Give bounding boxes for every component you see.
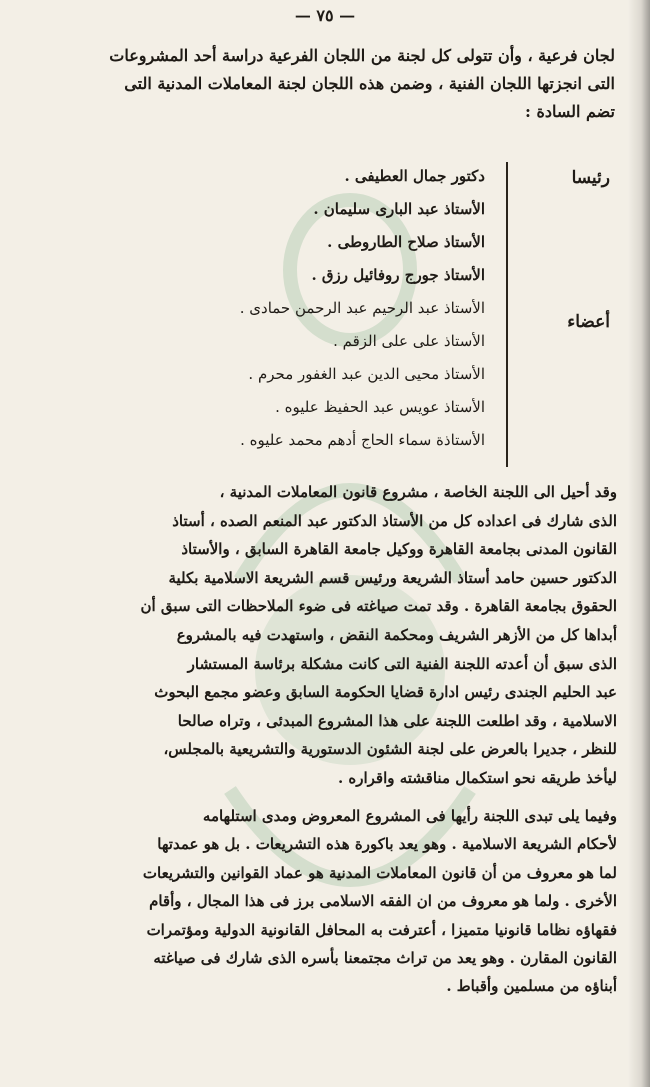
committee-names-list (180, 160, 485, 457)
text-line: الدكتور حسين حامد أستاذ الشريعة ورئيس قسم الشريعة الاسلامية بكلية (168, 568, 617, 587)
text-line: أبناؤه من مسلمين وأقباط . (446, 977, 617, 996)
president-label: رئيسا (571, 168, 610, 188)
text-line: للنظر ، جديرا بالعرض على لجنة الشئون الدستورية والتشريعية بالمجلس، (163, 740, 617, 759)
text-line: الذى سبق أن أعدته اللجنة الفنية التى كانت مشكلة برئاسة المستشار (187, 654, 617, 673)
text-line: التى انجزتها اللجان الفنية ، وضمن هذه اللجان لجنة المعاملات المدنية التى (124, 74, 615, 93)
committee-name: الأستاذ عويس عبد الحفيظ عليوه . (275, 398, 485, 416)
text-line: وفيما يلى تبدى اللجنة رأيها فى المشروع المعروض ومدى استلهامه (202, 807, 617, 825)
text-line: تضم السادة : (525, 102, 615, 121)
intro-paragraph (70, 42, 615, 126)
text-line: أبداها كل من الأزهر الشريف ومحكمة النقض ، واستهدت فيه بالمشروع (176, 625, 617, 644)
committee-name: الأستاذ محيى الدين عبد الغفور محرم . (248, 365, 485, 383)
text-line: الذى شارك فى اعداده كل من الأستاذ الدكتور عبد المنعم الصده ، أستاذ (172, 511, 617, 530)
draft-law-paragraph (62, 478, 617, 793)
opinion-paragraph (62, 802, 617, 1001)
committee-name: الأستاذ جورج روفائيل رزق . (311, 266, 485, 284)
text-line: فقهاؤه نظاما قانونيا متميزا ، أعترفت به المحافل القانونية الدولية ومؤتمرات (146, 920, 617, 939)
committee-name: الأستاذ على على الزقم . (333, 332, 485, 350)
text-line: لأحكام الشريعة الاسلامية . وهو يعد باكورة هذه التشريعات . بل هو عمدتها (157, 835, 617, 854)
text-line: القانون المقارن . وهو يعد من تراث مجتمعنا بأسره الذى شارك فى صياغته (153, 949, 617, 968)
committee-name: الأستاذة سماء الحاج أدهم محمد عليوه . (240, 431, 485, 449)
text-line: لما هو معروف من أن قانون المعاملات المدنية هو عماد القوانين والتشريعات (142, 863, 617, 882)
text-line: القانون المدنى بجامعة القاهرة ووكيل جامعة القاهرة السابق ، والأستاذ (181, 540, 617, 559)
text-line: الاسلامية ، وقد اطلعت اللجنة على هذا المشروع المبدئى ، وتراه صالحا (177, 711, 617, 730)
bracket-divider (506, 162, 508, 467)
committee-name: دكتور جمال العطيفى . (344, 167, 485, 185)
text-line: الأخرى . ولما هو معروف من ان الفقه الاسلامى برز فى هذا المجال ، وأقام (149, 892, 617, 911)
committee-name: الأستاذ عبد البارى سليمان . (313, 200, 485, 218)
text-line: ليأخذ طريقه نحو استكمال مناقشته واقراره . (337, 768, 617, 787)
text-line: عبد الحليم الجندى رئيس ادارة قضايا الحكومة السابق وعضو مجمع البحوث (154, 683, 617, 702)
committee-name: الأستاذ عبد الرحيم عبد الرحمن حمادى . (239, 299, 485, 317)
text-line: الحقوق بجامعة القاهرة . وقد تمت صياغته فى ضوء الملاحظات التى سبق أن (140, 597, 617, 616)
committee-name: الأستاذ صلاح الطاروطى . (327, 233, 485, 251)
page-edge-shadow (628, 0, 650, 1087)
text-line: وقد أحيل الى اللجنة الخاصة ، مشروع قانون المعاملات المدنية ، (219, 483, 617, 501)
page-number: — ٧٥ — (294, 6, 356, 25)
members-label: أعضاء (567, 312, 610, 332)
text-line: لجان فرعية ، وأن تتولى كل لجنة من اللجان الفرعية دراسة أحد المشروعات (109, 46, 615, 65)
